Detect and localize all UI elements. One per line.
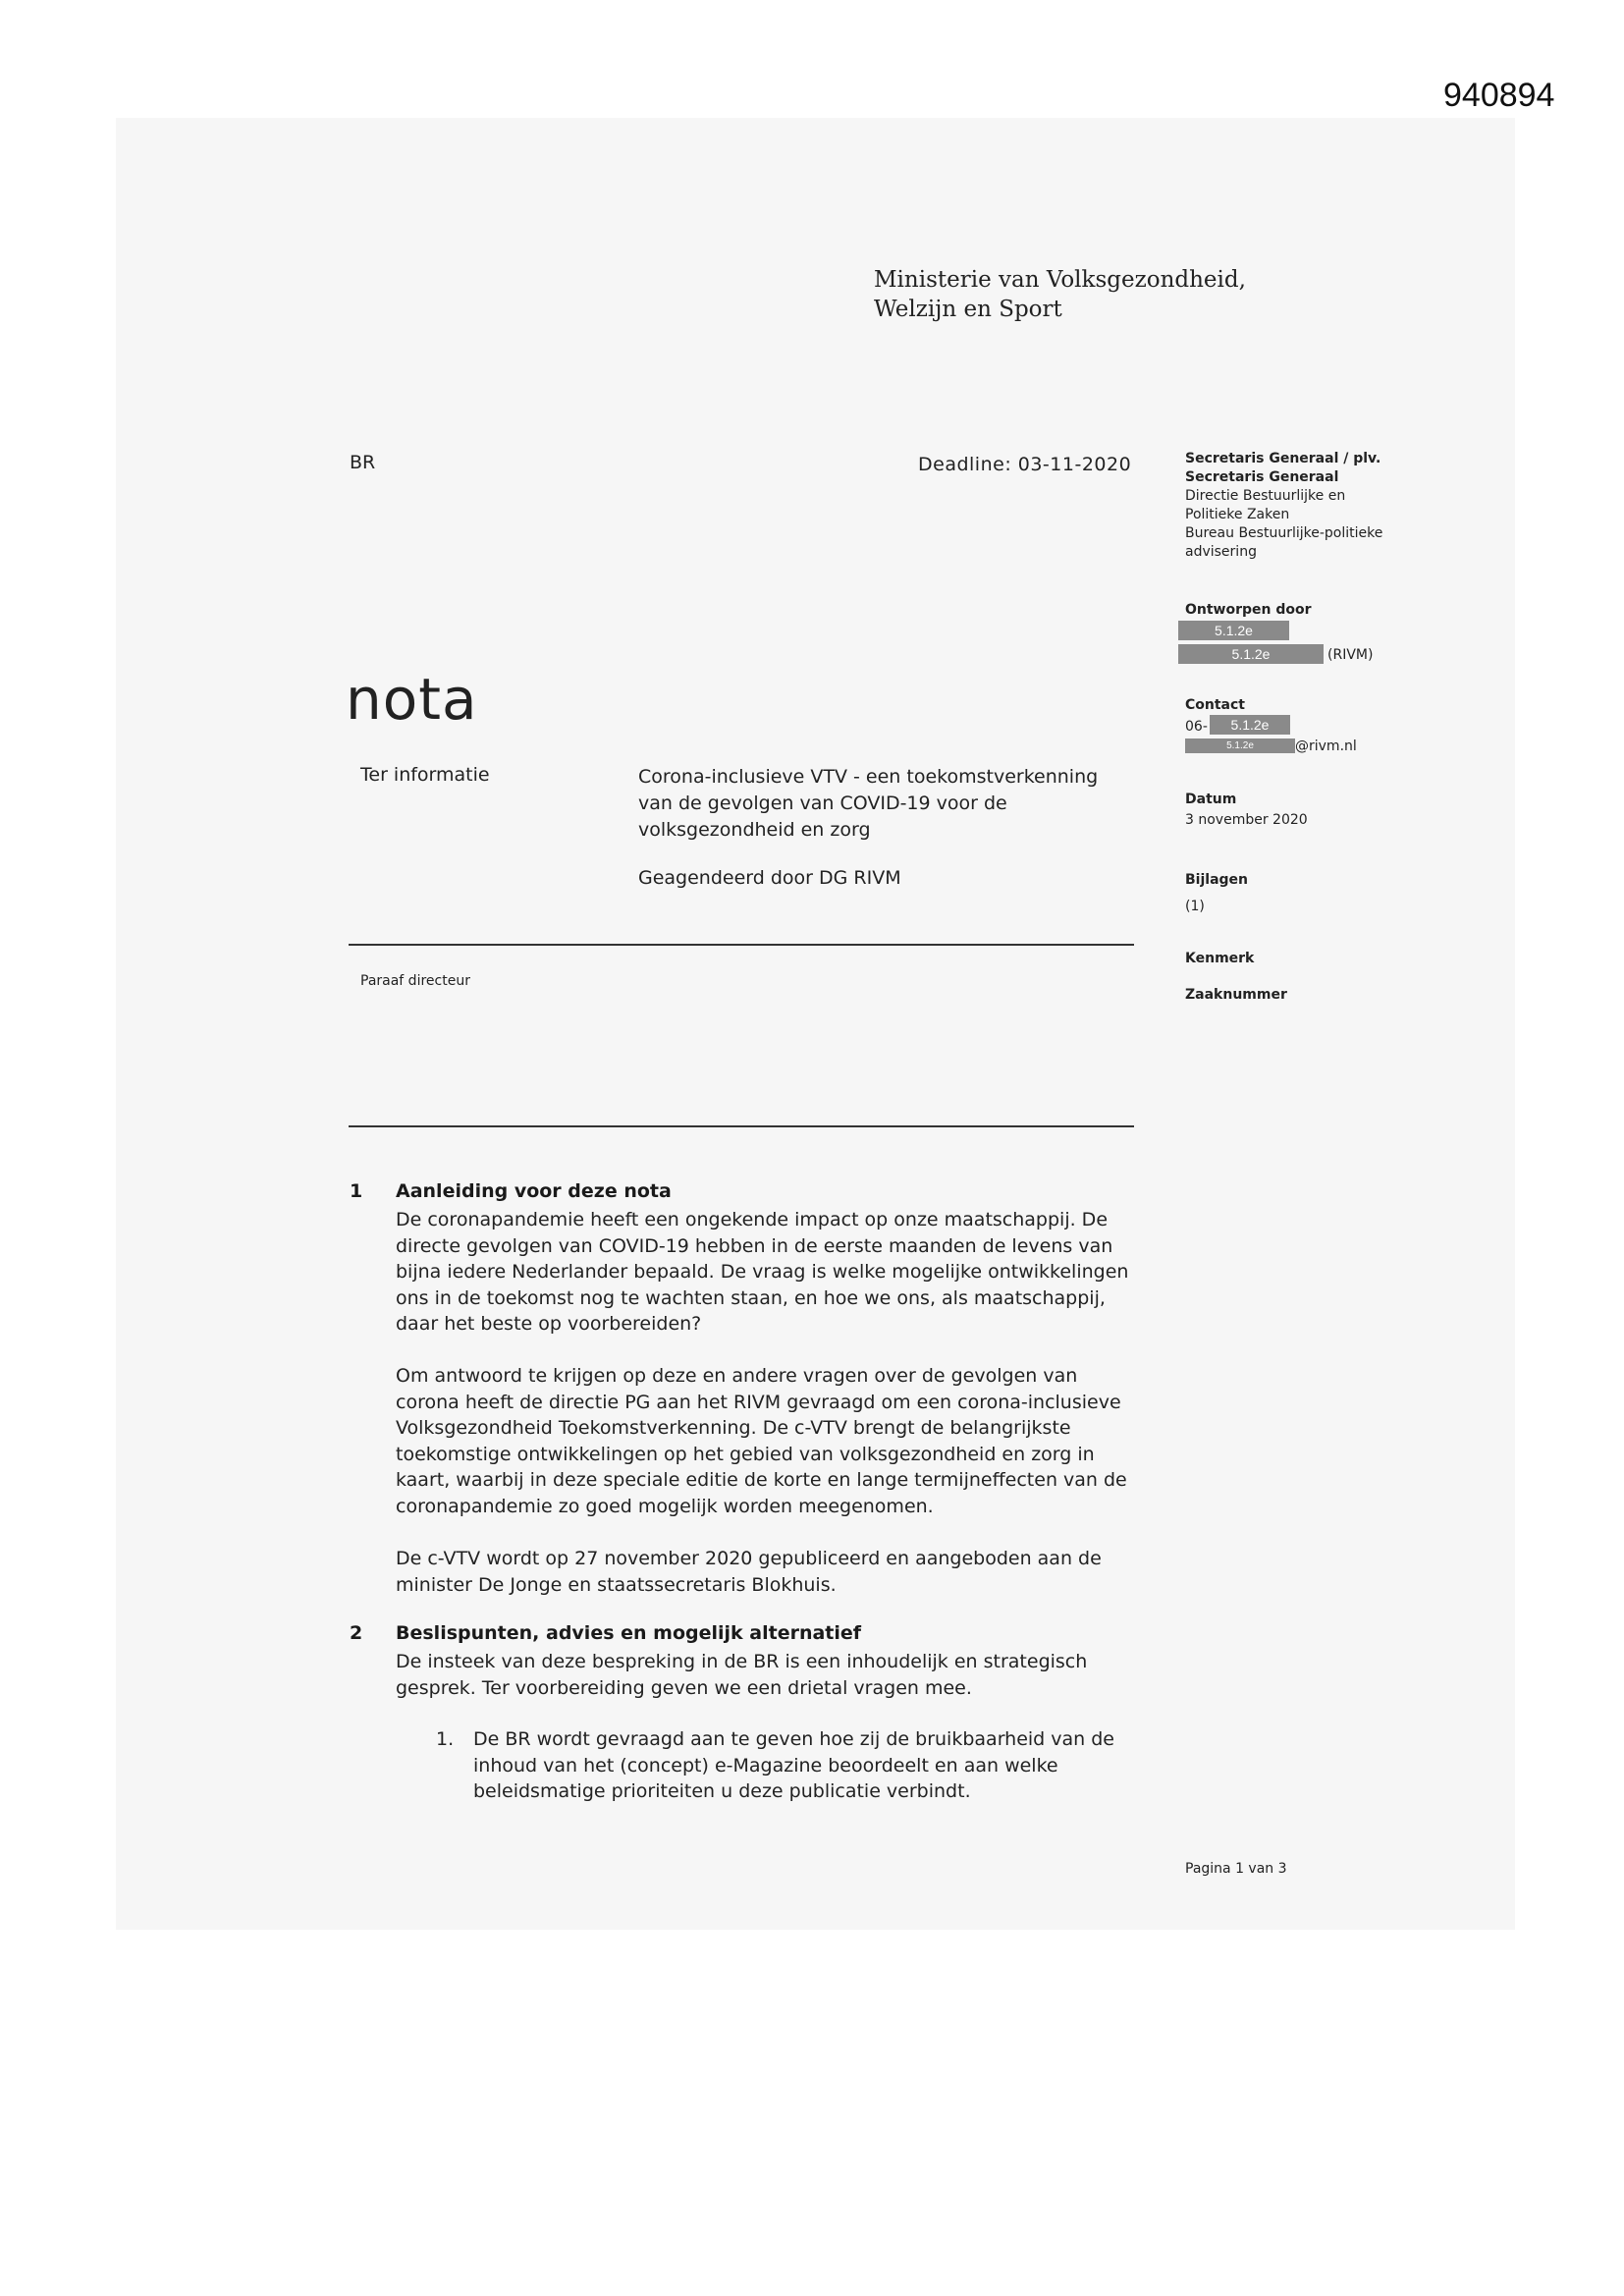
paraph-label: Paraaf directeur: [360, 973, 470, 989]
purpose: Ter informatie: [360, 764, 490, 786]
paragraph-line: De insteek van deze bespreking in de BR is een inhoudelijk en strategisch: [396, 1651, 1088, 1672]
org-line-1: Directie Bestuurlijke en: [1185, 488, 1346, 504]
recipient-label: BR: [350, 452, 376, 473]
paragraph-line: De coronapandemie heeft een ongekende impact op onze maatschappij. De: [396, 1209, 1109, 1230]
paragraph-line: minister De Jonge en staatssecretaris Blokhuis.: [396, 1573, 837, 1596]
contact-email-suffix: @rivm.nl: [1295, 738, 1357, 754]
paragraph-line: directe gevolgen van COVID-19 hebben in de eerste maanden de levens van: [396, 1234, 1113, 1257]
redaction-block: 5.1.2e: [1210, 715, 1290, 735]
document-type: nota: [346, 666, 478, 733]
deadline: Deadline: 03-11-2020: [918, 454, 1132, 475]
subject: [638, 764, 1098, 844]
ministry-line-1: Ministerie van Volksgezondheid,: [874, 267, 1246, 293]
paragraph: [396, 1649, 1087, 1701]
paragraph-line: daar het beste op voorbereiden?: [396, 1313, 702, 1335]
attachments-value: (1): [1185, 899, 1205, 914]
paragraph-line: bijna iedere Nederlander bepaald. De vraag is welke mogelijke ontwikkelingen: [396, 1261, 1129, 1283]
paragraph-line: Volksgezondheid Toekomstverkenning. De c-VTV brengt de belangrijkste: [396, 1417, 1071, 1439]
paragraph: [396, 1207, 1128, 1338]
divider: [349, 944, 1134, 946]
paragraph-line: gesprek. Ter voorbereiding geven we een drietal vragen mee.: [396, 1676, 972, 1699]
paragraph-line: corona heeft de directie PG aan het RIVM gevraagd om een corona-inclusieve: [396, 1391, 1121, 1413]
designed-by-suffix: (RIVM): [1327, 647, 1374, 663]
date-value: 3 november 2020: [1185, 812, 1308, 828]
attachments-label: Bijlagen: [1185, 872, 1248, 888]
redaction-block: 5.1.2e: [1178, 644, 1324, 664]
list-item-line: beleidsmatige prioriteiten u deze publicatie verbindt.: [473, 1780, 971, 1802]
paragraph: [396, 1363, 1127, 1519]
list-item-marker: 1.: [436, 1728, 455, 1750]
designed-by-label: Ontworpen door: [1185, 602, 1312, 618]
paragraph-line: kaart, waarbij in deze speciale editie de korte en lange termijneffecten van de: [396, 1469, 1127, 1491]
date-label: Datum: [1185, 792, 1237, 807]
subject-line-3: volksgezondheid en zorg: [638, 819, 871, 841]
paragraph-line: ons in de toekomst nog te wachten staan, en hoe we ons, als maatschappij,: [396, 1286, 1106, 1309]
document-id: 940894: [1443, 77, 1555, 114]
section-number: 1: [350, 1180, 363, 1202]
org-line-2: Politieke Zaken: [1185, 507, 1290, 522]
subject-line-2: van de gevolgen van COVID-19 voor de: [638, 793, 1007, 814]
case-number-label: Zaaknummer: [1185, 987, 1287, 1003]
paragraph-line: coronapandemie zo goed mogelijk worden meegenomen.: [396, 1495, 934, 1517]
reference-label: Kenmerk: [1185, 951, 1255, 966]
list-item-line: inhoud van het (concept) e-Magazine beoordeelt en aan welke: [473, 1754, 1058, 1777]
paragraph-line: De c-VTV wordt op 27 november 2020 gepubliceerd en aangeboden aan de: [396, 1548, 1102, 1569]
sidebar-organisation: [1185, 450, 1382, 562]
list-item-line: De BR wordt gevraagd aan te geven hoe zij de bruikbaarheid van de: [473, 1728, 1114, 1750]
contact-phone-prefix: 06-: [1185, 719, 1208, 735]
org-line-4: advisering: [1185, 544, 1257, 560]
section-title: Beslispunten, advies en mogelijk alternatief: [396, 1622, 862, 1644]
ministry-line-2: Welzijn en Sport: [874, 297, 1062, 322]
contact-label: Contact: [1185, 697, 1245, 713]
org-bold-line-2: Secretaris Generaal: [1185, 469, 1339, 485]
paragraph-line: Om antwoord te krijgen op deze en andere vragen over de gevolgen van: [396, 1365, 1078, 1387]
list-item: [473, 1726, 1114, 1805]
section-number: 2: [350, 1622, 363, 1644]
paragraph-line: toekomstige ontwikkelingen op het gebied van volksgezondheid en zorg in: [396, 1443, 1095, 1465]
ministry-name: [874, 265, 1246, 324]
redaction-block: 5.1.2e: [1178, 621, 1289, 640]
divider: [349, 1125, 1134, 1127]
org-line-3: Bureau Bestuurlijke-politieke: [1185, 525, 1383, 541]
page-number: Pagina 1 van 3: [1185, 1861, 1287, 1877]
subject-line-1: Corona-inclusieve VTV - een toekomstverkenning: [638, 766, 1099, 788]
agenda-note: Geagendeerd door DG RIVM: [638, 867, 901, 889]
org-bold-line-1: Secretaris Generaal / plv.: [1185, 451, 1381, 466]
redaction-block: 5.1.2e: [1185, 738, 1295, 753]
section-title: Aanleiding voor deze nota: [396, 1180, 672, 1202]
paragraph: [396, 1546, 1102, 1598]
